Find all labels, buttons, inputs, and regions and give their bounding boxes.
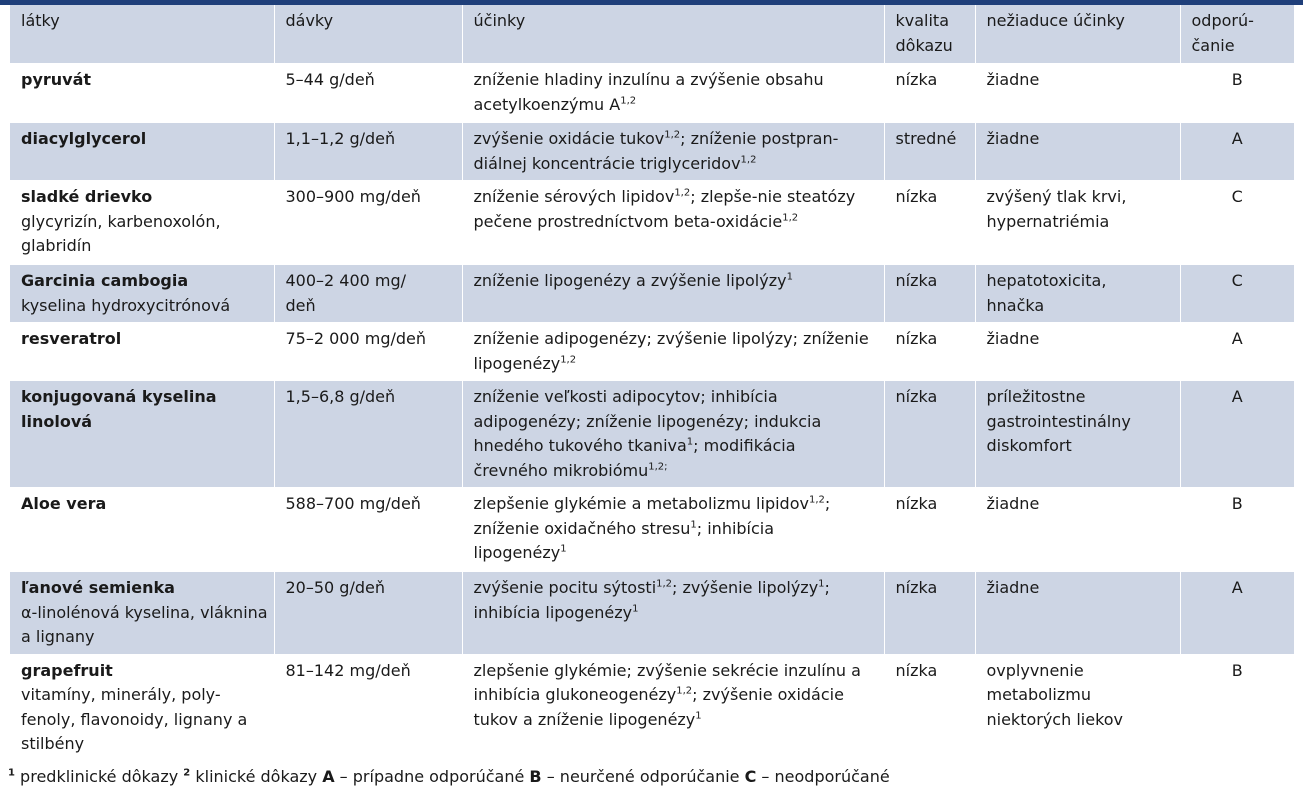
table-row	[10, 488, 1294, 572]
header-kvalita: kvalita dôkazu	[884, 5, 975, 64]
dose-cell: 1,1–1,2 g/deň	[274, 123, 462, 181]
effects-cell	[462, 323, 884, 381]
footnote-text: klinické dôkazy	[190, 767, 323, 786]
footnote-text: – prípadne odporúčané	[334, 767, 530, 786]
effects-cell	[462, 181, 884, 265]
effects-cell	[462, 64, 884, 123]
effect-reference: 1	[695, 710, 702, 722]
table-row	[10, 181, 1294, 265]
effect-reference: 1,2;	[648, 461, 668, 473]
substance-name: pyruvát	[21, 70, 92, 89]
recommendation-cell: A	[1180, 323, 1294, 381]
table-row	[10, 572, 1294, 655]
header-neziaduce: nežiaduce účinky	[975, 5, 1180, 64]
effect-reference: 1	[560, 543, 567, 555]
substance-name: resveratrol	[21, 329, 122, 348]
substance-components: glycyrizín, karbenoxolón, glabridín	[21, 211, 221, 255]
dose-cell: 1,5–6,8 g/deň	[274, 381, 462, 488]
adverse-effects-cell: žiadne	[975, 123, 1180, 181]
recommendation-cell: B	[1180, 654, 1294, 761]
footnote-marker: 2	[183, 767, 191, 779]
evidence-quality-cell: nízka	[884, 488, 975, 572]
effect-text: zníženie veľkosti adipocytov; inhibícia adipogenézy; zníženie lipogenézy; indukcia hnedého tukového tkaniva	[473, 387, 822, 455]
effect-text: ; inhibícia lipogenézy	[473, 518, 775, 562]
effects-cell	[462, 381, 884, 488]
effect-reference: 1,2	[560, 354, 577, 366]
table-row	[10, 123, 1294, 181]
substance-cell	[10, 654, 274, 761]
evidence-quality-cell: nízka	[884, 181, 975, 265]
effect-text: ; inhibícia lipogenézy	[473, 578, 830, 622]
evidence-quality-cell: stredné	[884, 123, 975, 181]
effect-reference: 1,2	[664, 129, 681, 141]
header-row	[10, 5, 1294, 64]
dose-cell: 20–50 g/deň	[274, 572, 462, 655]
substance-name: Garcinia cambogia	[21, 271, 189, 290]
recommendation-cell: C	[1180, 265, 1294, 323]
effect-text: ; zníženie oxidačného stresu	[473, 494, 831, 538]
dose-cell: 588–700 mg/deň	[274, 488, 462, 572]
footnote-grade: C	[744, 767, 757, 786]
effect-reference: 1,2	[674, 187, 691, 199]
substance-cell	[10, 265, 274, 323]
substance-name: grapefruit	[21, 660, 113, 680]
effects-cell	[462, 654, 884, 761]
effect-reference: 1,2	[676, 685, 693, 697]
effect-reference: 1	[632, 603, 639, 615]
header-davky: dávky	[274, 5, 462, 64]
effect-text: zlepšenie glykémie; zvýšenie sekrécie inzulínu a inhibícia glukoneogenézy	[473, 660, 861, 704]
effect-reference: 1,2	[782, 212, 799, 224]
substance-cell	[10, 123, 274, 181]
footnote	[8, 765, 890, 789]
adverse-effects-cell: zvýšený tlak krvi, hypernatriémia	[975, 181, 1180, 265]
substance-cell	[10, 323, 274, 381]
evidence-quality-cell: nízka	[884, 381, 975, 488]
effect-text: zníženie hladiny inzulínu a zvýšenie obsahu acetylkoenzýmu A	[473, 70, 824, 114]
header-latky: látky	[21, 11, 60, 30]
dose-cell: 81–142 mg/deň	[274, 654, 462, 761]
evidence-quality-cell: nízka	[884, 654, 975, 761]
effect-text: zvýšenie oxidácie tukov	[473, 129, 665, 148]
effects-cell	[462, 265, 884, 323]
evidence-quality-cell: nízka	[884, 64, 975, 123]
recommendation-cell: A	[1180, 572, 1294, 655]
effect-reference: 1,2	[808, 494, 825, 506]
effect-reference: 1,2	[656, 578, 673, 590]
adverse-effects-cell: žiadne	[975, 64, 1180, 123]
recommendation-cell: A	[1180, 381, 1294, 488]
effect-text: zníženie lipogenézy a zvýšenie lipolýzy	[473, 271, 787, 290]
substance-cell	[10, 64, 274, 123]
header-ucinky: účinky	[462, 5, 884, 64]
footnote-text: – neurčené odporúčanie	[541, 767, 745, 786]
dose-cell: 75–2 000 mg/deň	[274, 323, 462, 381]
table-row	[10, 64, 1294, 123]
effect-text: ; zlepše-nie steatózy pečene prostredníctvom beta-oxidácie	[473, 187, 856, 231]
footnote-text: predklinické dôkazy	[14, 767, 184, 786]
footnote-text: – neodporúčané	[756, 767, 890, 786]
effect-text: zlepšenie glykémie a metabolizmu lipidov	[473, 494, 809, 513]
substance-name: diacylglycerol	[21, 129, 147, 148]
effects-cell	[462, 488, 884, 572]
effect-reference: 1,2	[740, 154, 757, 166]
dose-cell: 400–2 400 mg/ deň	[274, 265, 462, 323]
substance-cell	[10, 381, 274, 488]
effect-text: zníženie sérových lipidov	[473, 187, 675, 206]
evidence-quality-cell: nízka	[884, 323, 975, 381]
effect-text: zníženie adipogenézy; zvýšenie lipolýzy; zníženie lipogenézy	[473, 329, 869, 373]
header-odporucanie: odporú-čanie	[1180, 5, 1294, 64]
effect-text: ; zníženie postpran-diálnej koncentrácie triglyceridov	[473, 129, 839, 173]
substance-name: Aloe vera	[21, 494, 107, 513]
footnote-marker: 1	[8, 767, 15, 779]
recommendation-cell: B	[1180, 64, 1294, 123]
table-body	[10, 64, 1294, 761]
recommendation-cell: B	[1180, 488, 1294, 572]
evidence-quality-cell: nízka	[884, 265, 975, 323]
effect-reference: 1	[786, 271, 793, 283]
effect-text: ; zvýšenie oxidácie tukov a zníženie lipogenézy	[473, 685, 844, 729]
dose-cell: 5–44 g/deň	[274, 64, 462, 123]
adverse-effects-cell: príležitostne gastrointestinálny diskomfort	[975, 381, 1180, 488]
table-row	[10, 654, 1294, 761]
substance-components: kyselina hydroxycitrónová	[21, 295, 231, 315]
effects-cell	[462, 123, 884, 181]
footnote-grade: A	[322, 767, 335, 786]
adverse-effects-cell: žiadne	[975, 572, 1180, 655]
effect-reference: 1	[686, 436, 694, 448]
substance-components: α-linolénová kyselina, vláknina a lignany	[21, 602, 268, 646]
table-row	[10, 381, 1294, 488]
substance-components: vitamíny, minerály, poly-fenoly, flavonoidy, lignany a stilbény	[21, 685, 248, 753]
evidence-quality-cell: nízka	[884, 572, 975, 655]
effect-reference: 1,2	[620, 95, 637, 107]
adverse-effects-cell: žiadne	[975, 323, 1180, 381]
footnote-grade: B	[529, 767, 542, 786]
effect-reference: 1	[818, 578, 825, 590]
recommendation-cell: C	[1180, 181, 1294, 265]
dose-cell: 300–900 mg/deň	[274, 181, 462, 265]
substance-cell	[10, 572, 274, 655]
substance-name: konjugovaná kyselina linolová	[21, 387, 217, 431]
supplements-table	[10, 5, 1294, 761]
recommendation-cell: A	[1180, 123, 1294, 181]
substance-cell	[10, 488, 274, 572]
substance-cell	[10, 181, 274, 265]
effects-cell	[462, 572, 884, 655]
substance-name: sladké drievko	[21, 187, 153, 206]
substance-name: ľanové semienka	[21, 578, 175, 597]
effect-text: zvýšenie pocitu sýtosti	[473, 578, 657, 597]
effect-reference: 1	[690, 519, 697, 531]
effect-text: ; zvýšenie lipolýzy	[672, 578, 819, 597]
adverse-effects-cell: žiadne	[975, 488, 1180, 572]
table-row	[10, 265, 1294, 323]
adverse-effects-cell: ovplyvnenie metabolizmu niektorých liekov	[975, 654, 1180, 761]
adverse-effects-cell: hepatotoxicita, hnačka	[975, 265, 1180, 323]
effect-text: ; modifikácia črevného mikrobiómu	[473, 436, 796, 480]
table-row	[10, 323, 1294, 381]
